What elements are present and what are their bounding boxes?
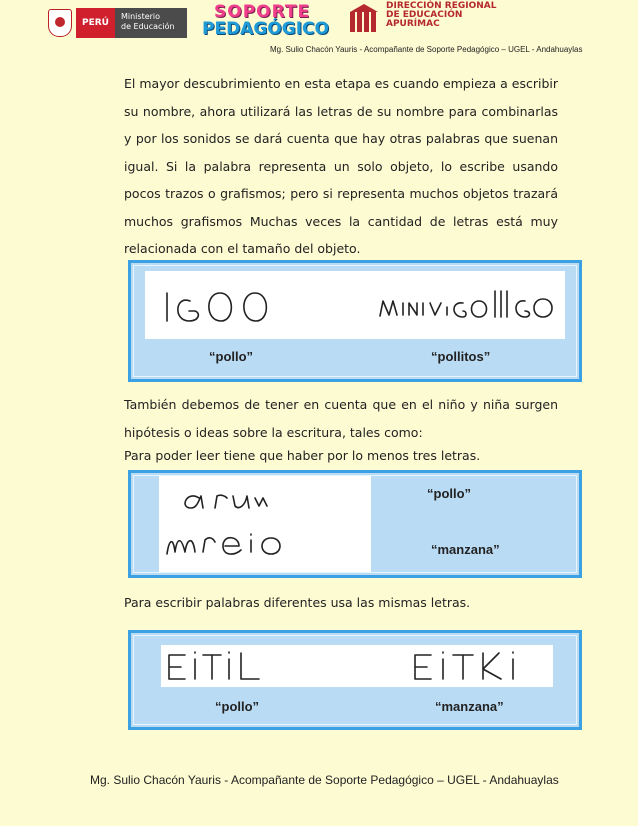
soporte-word: SOPORTE bbox=[214, 2, 311, 22]
dre-line1: DIRECCIÓN REGIONAL bbox=[386, 1, 497, 11]
caption-pollo: “pollo” bbox=[209, 349, 254, 364]
caption-pollo-2: “pollo” bbox=[427, 486, 472, 501]
dre-line3: APURÍMAC bbox=[386, 19, 440, 29]
dre-line2: DE EDUCACIÓN bbox=[386, 10, 463, 20]
ministry-line2: de Educación bbox=[120, 22, 175, 31]
page-footer: Mg. Sulio Chacón Yauris - Acompañante de Soporte Pedagógico – UGEL - Andahuaylas bbox=[90, 773, 559, 787]
soporte-pedagogico-logo bbox=[202, 2, 332, 44]
handwriting-aru-mreio bbox=[159, 476, 371, 572]
paragraph-4: Para escribir palabras diferentes usa las mismas letras. bbox=[124, 595, 471, 610]
handwriting-sample-2 bbox=[159, 476, 371, 572]
paragraph-1: El mayor descubrimiento en esta etapa es cuando empieza a escribir su nombre, ahora utilizará las letras de su nombre para combinarlas y por los sonidos se dará cuenta que hay otras palabras que suenan igual. Si la palabra representa un solo objeto, lo escribe usando pocos trazos o grafismos; pero si representa muchos objetos trazará muchos grafismos Muchas veces la cantidad de letras está muy relacionada con el tamaño del objeto. bbox=[124, 76, 558, 256]
figure-pollo-manzana-1 bbox=[128, 470, 582, 578]
dre-text bbox=[386, 2, 496, 32]
handwriting-sample-1 bbox=[145, 271, 565, 339]
paragraph-3: Para poder leer tiene que haber por lo menos tres letras. bbox=[124, 448, 481, 463]
handwriting-sample-3 bbox=[161, 645, 553, 687]
ministry-label bbox=[115, 8, 187, 38]
caption-manzana-1: “manzana” bbox=[431, 542, 500, 557]
caption-pollitos: “pollitos” bbox=[431, 349, 491, 364]
handwriting-igoo-minigollgo bbox=[145, 271, 565, 339]
figure-pollo-pollitos bbox=[128, 260, 582, 382]
caption-pollo-3: “pollo” bbox=[215, 699, 260, 714]
pedagogico-word: PEDAGÓGICO bbox=[202, 19, 329, 39]
figure-pollo-manzana-2 bbox=[128, 630, 582, 730]
handwriting-eitil-eitki bbox=[161, 645, 553, 687]
coat-of-arms-icon bbox=[48, 9, 72, 37]
header-credit: Mg. Sulio Chacón Yauris - Acompañante de Soporte Pedagógico – UGEL - Andahuaylas bbox=[270, 45, 583, 54]
building-icon bbox=[338, 2, 382, 32]
page-header bbox=[0, 0, 638, 60]
paragraph-2: También debemos de tener en cuenta que en el niño y niña surgen hipótesis o ideas sobre la escritura, tales como: bbox=[124, 397, 558, 440]
peru-label: PERÚ bbox=[76, 8, 115, 38]
caption-manzana-2: “manzana” bbox=[435, 699, 504, 714]
dre-apurimac-logo bbox=[338, 2, 496, 32]
ministry-logo bbox=[48, 8, 187, 38]
ministry-line1: Ministerio bbox=[120, 12, 161, 21]
